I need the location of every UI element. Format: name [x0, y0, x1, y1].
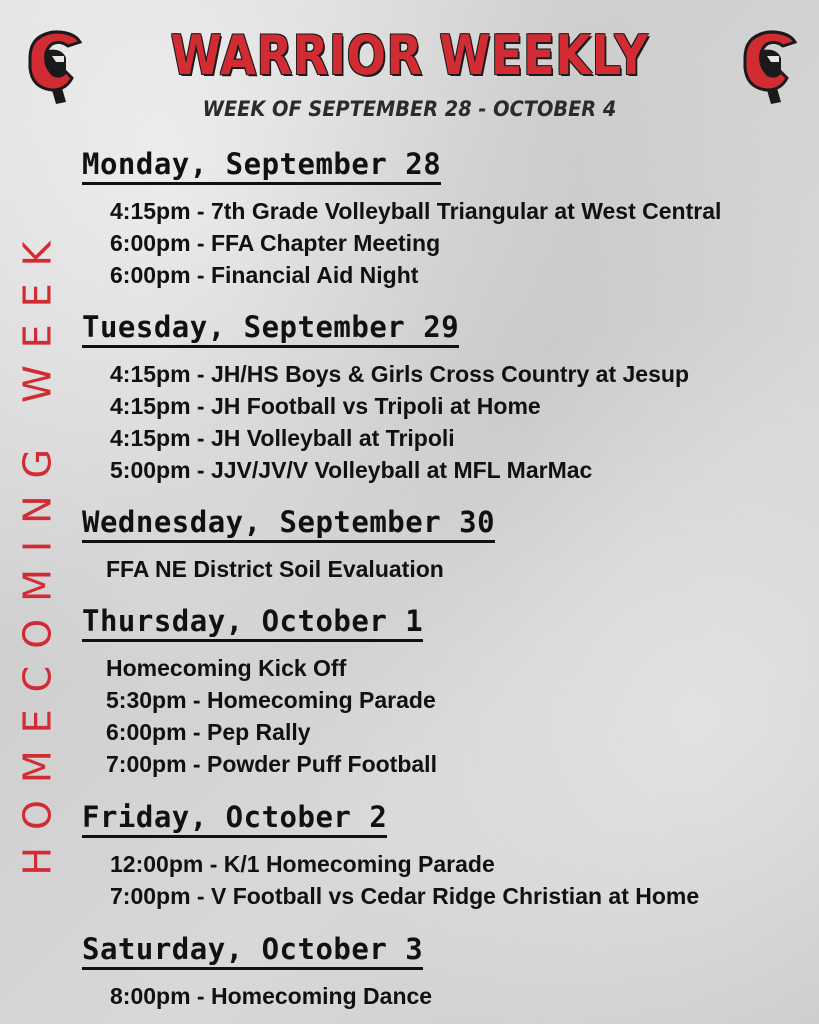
event-list: [106, 652, 437, 780]
day-section-wednesday: [82, 505, 495, 585]
day-heading: Wednesday, September 30: [82, 505, 495, 543]
day-section-thursday: [82, 604, 437, 780]
event-item: 4:15pm - JH Football vs Tripoli at Home: [110, 393, 541, 419]
event-item: 8:00pm - Homecoming Dance: [110, 983, 433, 1009]
day-heading: Monday, September 28: [82, 147, 441, 185]
event-item: 5:00pm - JJV/JV/V Volleyball at MFL MarMac: [110, 457, 593, 483]
day-heading: Saturday, October 3: [82, 932, 423, 970]
event-item: Homecoming Kick Off: [106, 655, 347, 681]
day-section-saturday: [82, 932, 432, 1012]
day-section-tuesday: [82, 310, 689, 486]
event-item: FFA NE District Soil Evaluation: [106, 556, 444, 582]
day-heading: Tuesday, September 29: [82, 310, 459, 348]
event-item: 7:00pm - Powder Puff Football: [106, 751, 437, 777]
week-subtitle: WEEK OF SEPTEMBER 28 - OCTOBER 4: [202, 97, 617, 121]
event-item: 4:15pm - JH Volleyball at Tripoli: [110, 425, 455, 451]
event-item: 4:15pm - JH/HS Boys & Girls Cross Country at Jesup: [110, 361, 689, 387]
day-section-friday: [82, 800, 699, 912]
event-item: 12:00pm - K/1 Homecoming Parade: [110, 851, 495, 877]
event-list: [110, 848, 699, 912]
event-item: 7:00pm - V Football vs Cedar Ridge Christian at Home: [110, 883, 700, 909]
event-list: [110, 195, 721, 291]
day-heading: Thursday, October 1: [82, 604, 423, 642]
day-section-monday: [82, 147, 721, 291]
event-list: [110, 358, 689, 486]
homecoming-week-label: HOMECOMING WEEK: [16, 224, 60, 876]
event-item: 5:30pm - Homecoming Parade: [106, 687, 436, 713]
day-heading: Friday, October 2: [82, 800, 387, 838]
page-title: WARRIOR WEEKLY: [170, 24, 649, 87]
event-list: [110, 980, 432, 1012]
event-item: 6:00pm - Financial Aid Night: [110, 262, 419, 288]
event-list: [106, 553, 495, 585]
event-item: 4:15pm - 7th Grade Volleyball Triangular at West Central: [110, 198, 722, 224]
event-item: 6:00pm - Pep Rally: [106, 719, 311, 745]
homecoming-week-banner: [12, 180, 64, 920]
event-item: 6:00pm - FFA Chapter Meeting: [110, 230, 441, 256]
